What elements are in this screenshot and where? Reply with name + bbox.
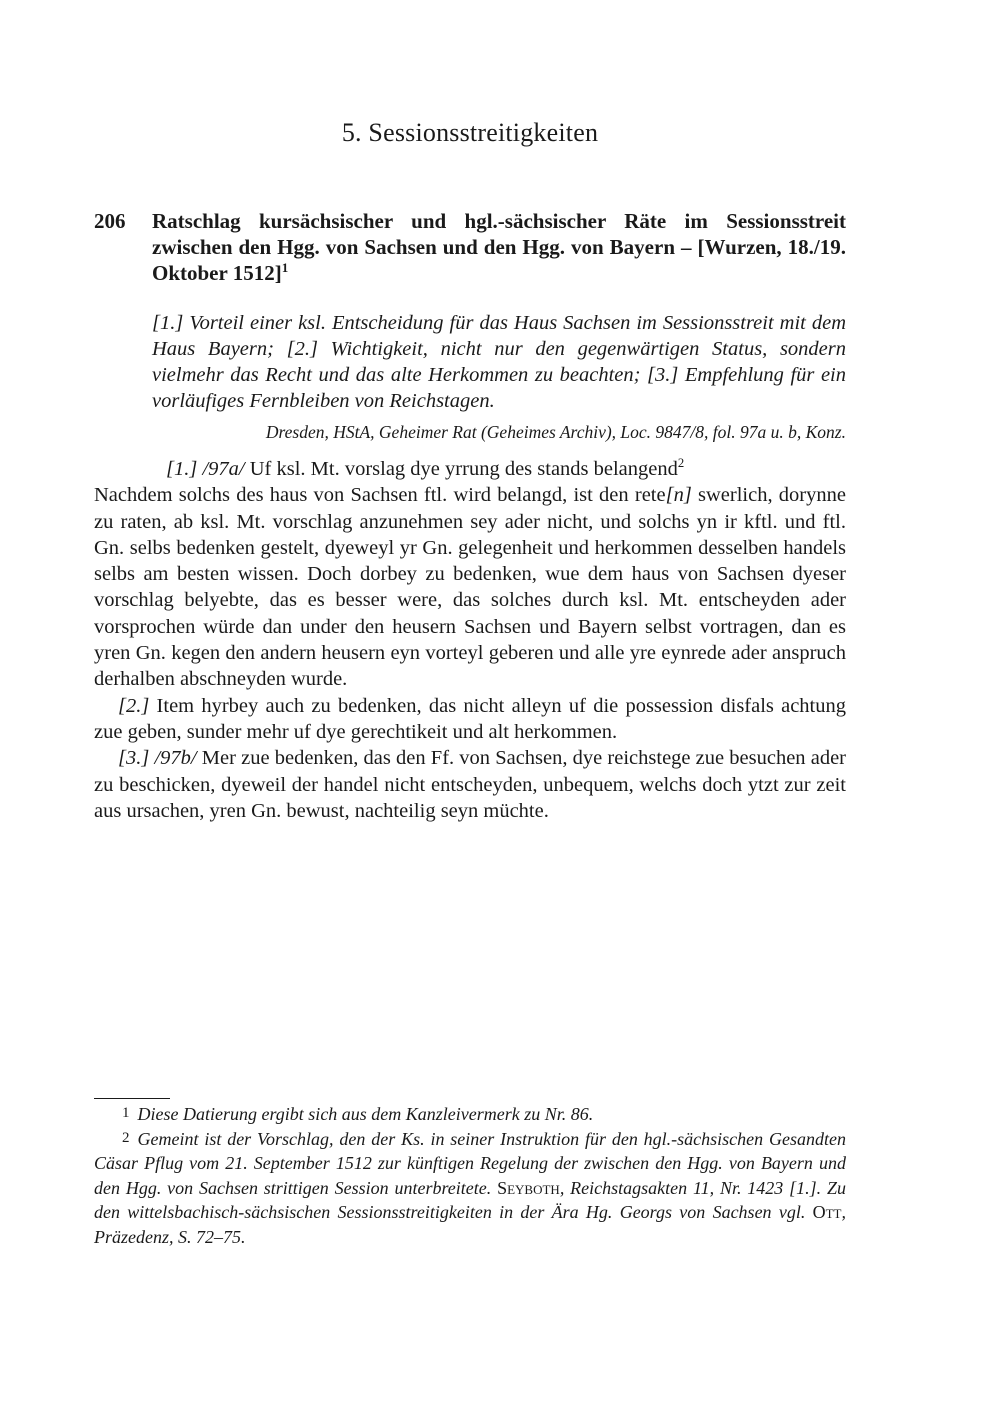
paragraph-marker: [3.] /97b/	[118, 747, 197, 770]
paragraph-marker: [1.] /97a/	[166, 458, 245, 480]
paragraph-3	[94, 745, 846, 824]
document-page	[94, 0, 846, 1418]
footnote-number: 1	[122, 1105, 130, 1121]
footnote-1	[94, 1102, 846, 1127]
footnote-text: , Präzedenz, S. 72–75.	[94, 1202, 846, 1247]
regest-summary: [1.] Vorteil einer ksl. Entscheidung für das Haus Sachsen im Sessionsstreit mit dem Haus Bayern; [2.] Wichtigkeit, nicht nur den gegenwärtigen Status, sondern vielmehr das Recht und das alte Herkommen zu beachten; [3.] Empfehlung für ein vorläufiges Fernbleiben von Reichstagen.	[152, 312, 846, 412]
paragraph-text: Mer zue bedenken, das den Ff. von Sachsen, dye reichstege zue besuchen ader zu beschicken, dyeweil der handel nicht entscheyden, unbequem, welchs doch ytzt zur zeit aus ursachen, yren Gn. bewust, nachteilig seyn müchte.	[94, 747, 846, 822]
section-title: 5. Sessionsstreitigkeiten	[341, 118, 599, 147]
paragraph-text: Nachdem solchs des haus von Sachsen ftl. wird belangd, ist den rete	[94, 484, 666, 507]
document-title-text: Ratschlag kursächsischer und hgl.-sächsischer Räte im Sessionsstreit zwischen den Hgg. von Sachsen und den Hgg. von Bayern – [Wurzen, 18./19. Oktober 1512]	[152, 209, 846, 285]
paragraph-1-heading	[94, 456, 846, 482]
document-body	[94, 456, 846, 824]
paragraph-text: Item hyrbey auch zu bedenken, das nicht alleyn uf die possession disfals achtung zue geben, sunder mehr uf dye gerechtikeit und alt herkommen.	[94, 694, 846, 743]
document-title	[152, 208, 846, 286]
footnote-reference[interactable]: 2	[677, 456, 685, 471]
paragraph-marker: [2.]	[118, 694, 150, 717]
author-name: Seyboth	[497, 1177, 560, 1198]
footnote-2	[94, 1127, 846, 1250]
footnote-reference[interactable]: 1	[281, 260, 289, 275]
footnote-divider	[94, 1098, 170, 1099]
author-name: Ott	[812, 1202, 842, 1223]
footnote-text: Gemeint ist der Vorschlag, den der Ks. in seiner Instruktion für den hgl.-sächsischen Gesandten Cäsar Pflug vom 21. September 1512 zur künftigen Regelung der zwischen den Hgg. von Bayern und den Hgg. von Sachsen strittigen Session unterbreitete.	[94, 1128, 846, 1198]
document-header	[94, 208, 846, 286]
paragraph-2	[94, 693, 846, 746]
heading-text: Uf ksl. Mt. vorslag dye yrrung des stands belangend	[244, 458, 678, 480]
footnote-text: Diese Datierung ergibt sich aus dem Kanzleivermerk zu Nr. 86.	[137, 1104, 594, 1124]
archival-source: Dresden, HStA, Geheimer Rat (Geheimes Archiv), Loc. 9847/8, fol. 97a u. b, Konz.	[265, 422, 846, 442]
document-number: 206	[94, 209, 126, 233]
footnote-number: 2	[122, 1129, 130, 1146]
footnote-text: , Reichstagsakten 11, Nr. 1423 [1.]. Zu den wittelsbachisch-sächsischen Sessionsstreitigkeiten in der Ära Hg. Georgs von Sachsen vgl.	[94, 1177, 846, 1223]
footnotes	[94, 1102, 846, 1250]
paragraph-text: swerlich, dorynne zu raten, ab ksl. Mt. vorschlag anzunehmen sey ader nicht, und solchs yn ir kftl. und ftl. Gn. selbs bedenken gestelt, dyeweyl yr Gn. gelegenheit und herkommen desselben handels selbs am besten wissen. Doch dorbey zu bedenken, wue dem haus von Sachsen dyeser vorschlag belyebte, das es besser were, das solches durch ksl. Mt. entscheyden ader vorsprochen würde dan under den heusern Sachsen und Bayern selbst vortragen, dan es yren Gn. kegen den andern heusern eyn vorteyl geberen und alle yre eynrede ader anspruch derhalben abschneyden wurde.	[94, 484, 846, 691]
paragraph-1	[94, 482, 846, 692]
editorial-insertion: [n]	[665, 484, 692, 507]
